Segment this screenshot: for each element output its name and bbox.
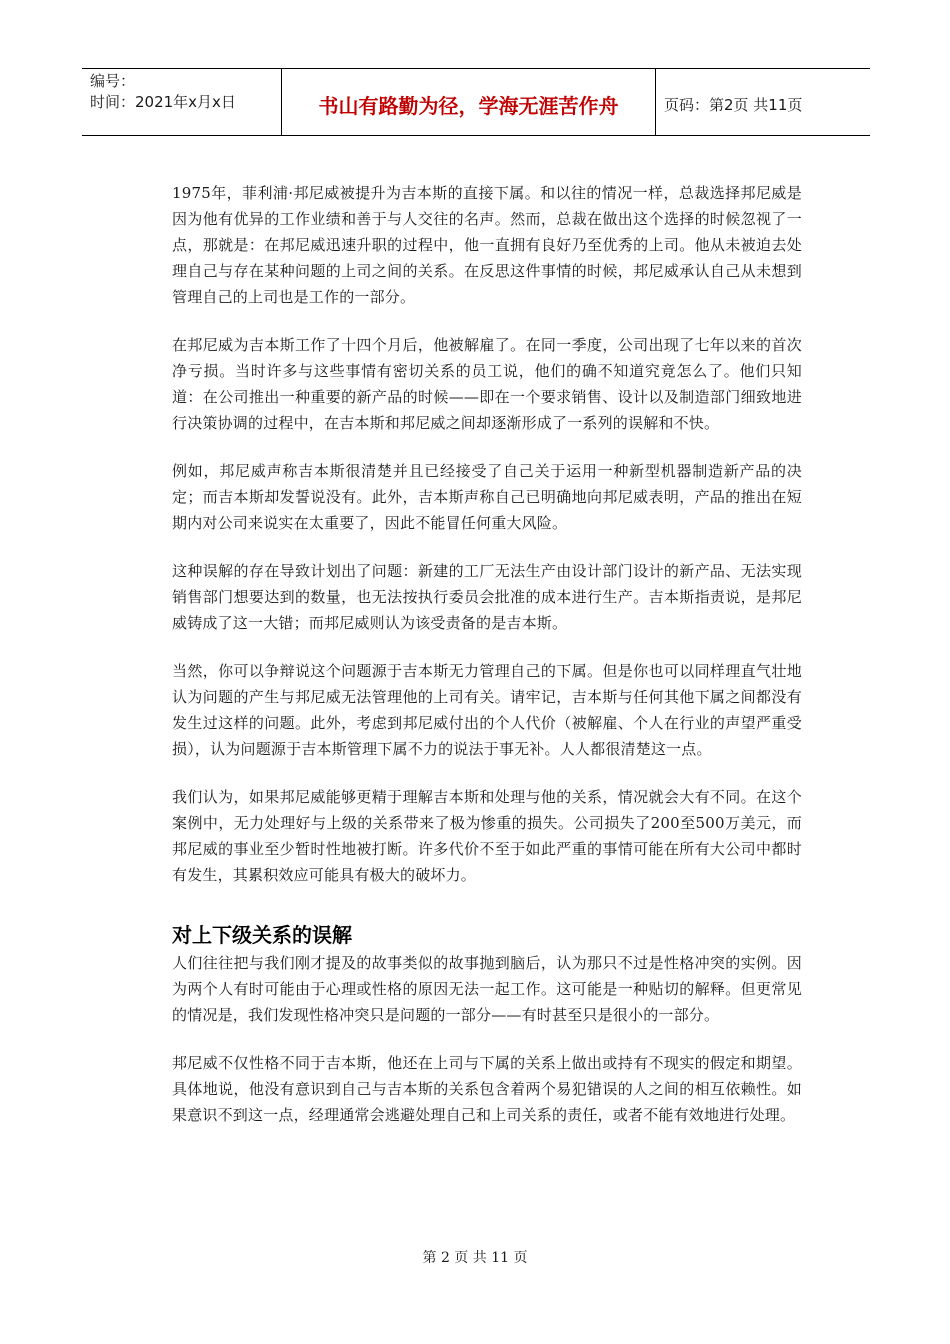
body-paragraph: 例如，邦尼威声称吉本斯很清楚并且已经接受了自己关于运用一种新型机器制造新产品的决定；而吉本斯却发誓说没有。此外，吉本斯声称自己已明确地向邦尼威表明，产品的推出在短期内对公司来说实在太重要了，因此不能冒任何重大风险。 [172,462,802,532]
page-footer: 第 2 页 共 11 页 [422,1250,528,1266]
document-body [172,180,802,1150]
date-label: 时间：2021年x月x日 [90,93,236,111]
body-paragraph: 人们往往把与我们刚才提及的故事类似的故事抛到脑后，认为那只不过是性格冲突的实例。因为两个人有时可能由于心理或性格的原因无法一起工作。这可能是一种贴切的解释。但更常见的情况是，我们发现性格冲突只是问题的一部分——有时甚至只是很小的一部分。 [172,954,802,1024]
document-header [82,68,870,136]
body-paragraph: 当然，你可以争辩说这个问题源于吉本斯无力管理自己的下属。但是你也可以同样理直气壮地认为问题的产生与邦尼威无法管理他的上司有关。请牢记，吉本斯与任何其他下属之间都没有发生过这样的问题。此外，考虑到邦尼威付出的个人代价（被解雇、个人在行业的声望严重受损），认为问题源于吉本斯管理下属不力的说法于事无补。人人都很清楚这一点。 [172,662,802,758]
header-meta-cell [82,69,282,135]
body-paragraph: 在邦尼威为吉本斯工作了十四个月后，他被解雇了。在同一季度，公司出现了七年以来的首次净亏损。当时许多与这些事情有密切关系的员工说，他们的确不知道究竟怎么了。他们只知道：在公司推出一种重要的新产品的时候——即在一个要求销售、设计以及制造部门细致地进行决策协调的过程中，在吉本斯和邦尼威之间却逐渐形成了一系列的误解和不快。 [172,336,802,432]
section-title: 对上下级关系的误解 [172,923,352,947]
body-paragraph: 邦尼威不仅性格不同于吉本斯，他还在上司与下属的关系上做出或持有不现实的假定和期望。具体地说，他没有意识到自己与吉本斯的关系包含着两个易犯错误的人之间的相互依赖性。如果意识不到这一点，经理通常会逃避处理自己和上司关系的责任，或者不能有效地进行处理。 [172,1054,802,1124]
body-paragraph: 1975年，菲利浦·邦尼威被提升为吉本斯的直接下属。和以往的情况一样，总裁选择邦尼威是因为他有优异的工作业绩和善于与人交往的名声。然而，总裁在做出这个选择的时候忽视了一点，那就是：在邦尼威迅速升职的过程中，他一直拥有良好乃至优秀的上司。他从未被迫去处理自己与存在某种问题的上司之间的关系。在反思这件事情的时候，邦尼威承认自己从未想到管理自己的上司也是工作的一部分。 [172,184,802,306]
header-motto: 书山有路勤为径，学海无涯苦作舟 [282,69,656,135]
body-paragraph: 我们认为，如果邦尼威能够更精于理解吉本斯和处理与他的关系，情况就会大有不同。在这个案例中，无力处理好与上级的关系带来了极为惨重的损失。公司损失了200至500万美元，而邦尼威的事业至少暂时性地被打断。许多代价不至于如此严重的事情可能在所有大公司中都时有发生，其累积效应可能具有极大的破坏力。 [172,788,802,884]
body-paragraph: 这种误解的存在导致计划出了问题：新建的工厂无法生产由设计部门设计的新产品、无法实现销售部门想要达到的数量，也无法按执行委员会批准的成本进行生产。吉本斯指责说，是邦尼威铸成了这一大错；而邦尼威则认为该受责备的是吉本斯。 [172,562,802,632]
header-page-info: 页码：第2页 共11页 [664,95,803,114]
number-label: 编号： [90,72,136,90]
